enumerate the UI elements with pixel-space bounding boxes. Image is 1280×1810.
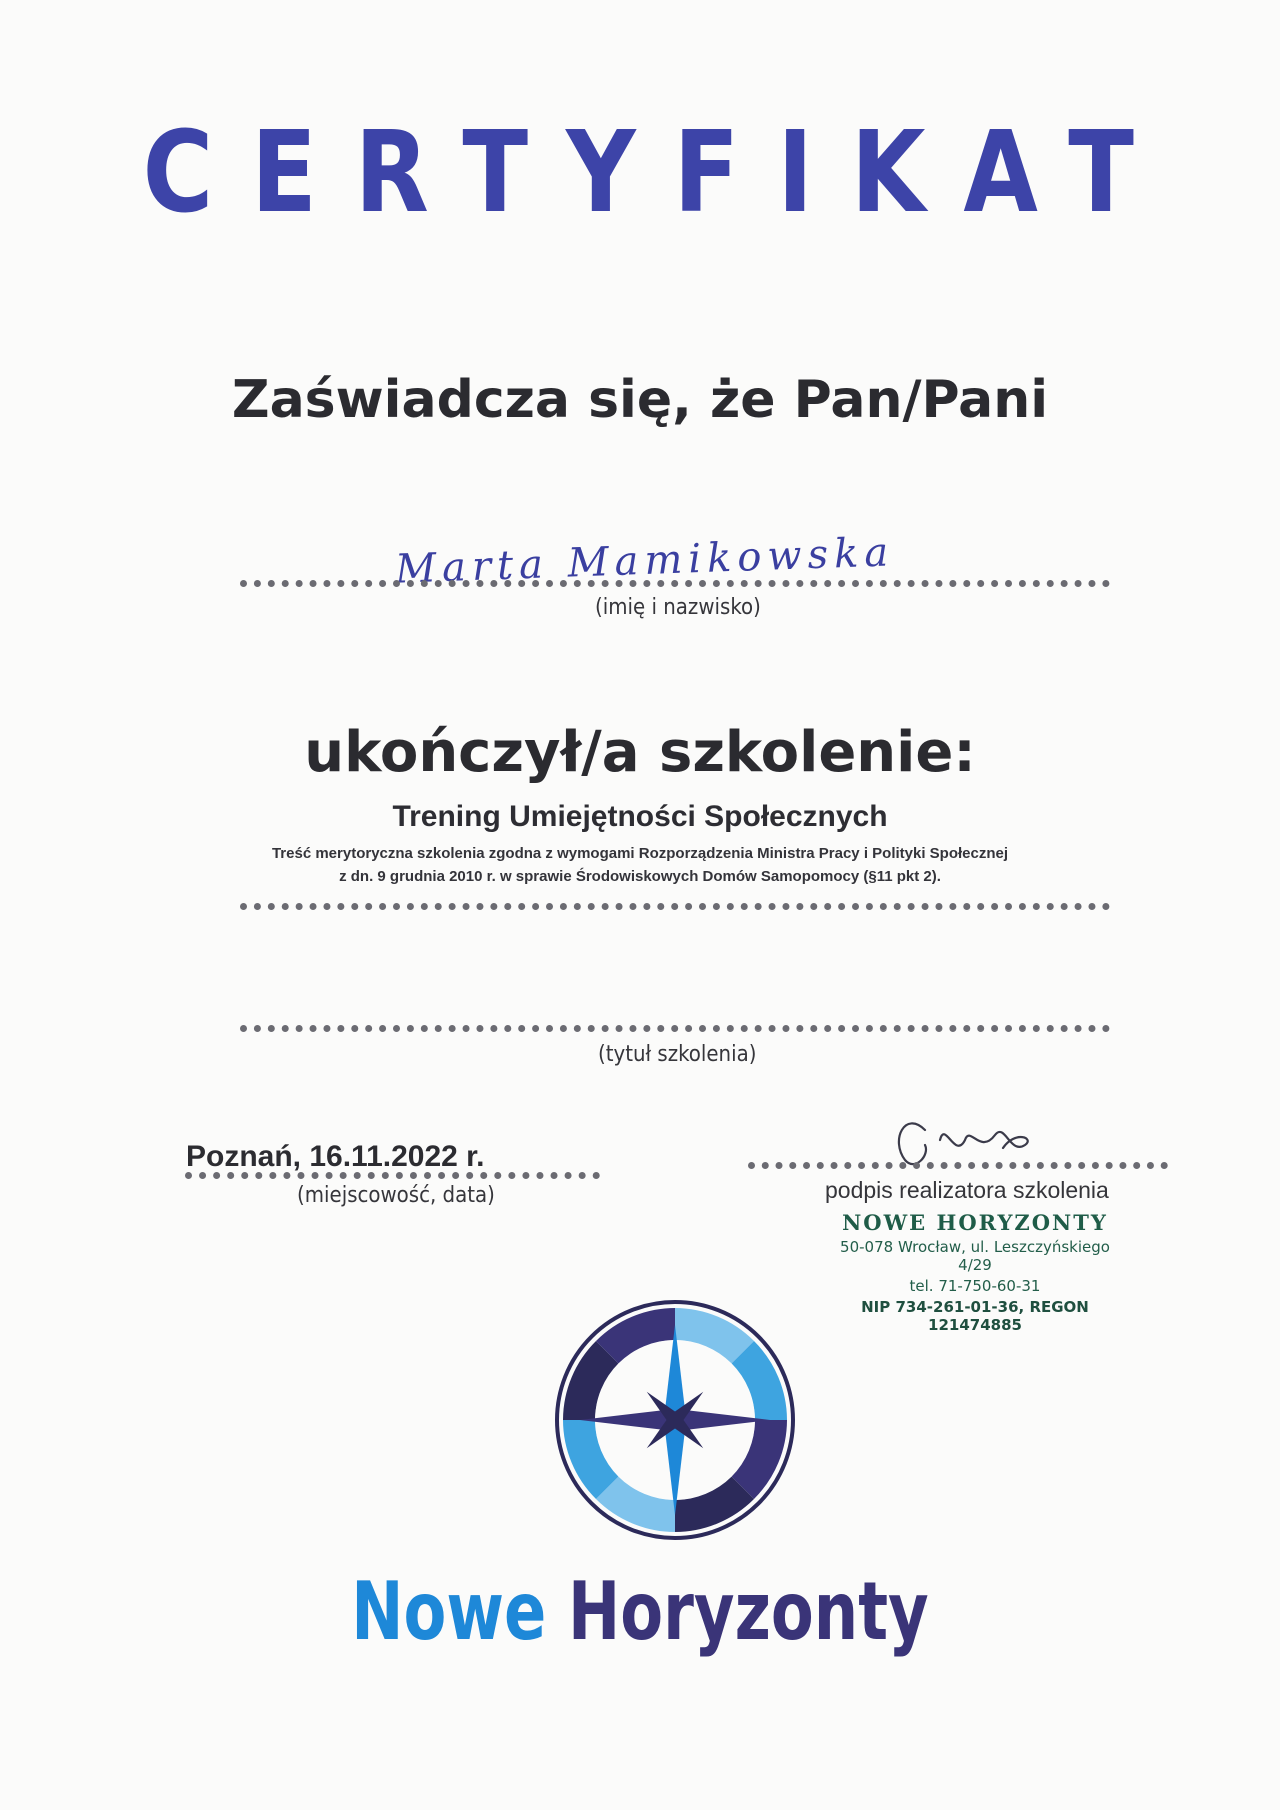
stamp-phone: tel. 71-750-60-31 [909, 1277, 1041, 1295]
course-dotted-line-1 [240, 903, 1110, 910]
name-caption: (imię i nazwisko) [595, 595, 761, 620]
organization-stamp [830, 1210, 1120, 1334]
place-dotted-line [185, 1172, 600, 1179]
stamp-address: 50-078 Wrocław, ul. Leszczyńskiego 4/29 [840, 1238, 1110, 1274]
course-caption: (tytuł szkolenia) [598, 1042, 757, 1067]
place-date: Poznań, 16.11.2022 r. [186, 1140, 485, 1173]
course-dotted-line-2 [240, 1025, 1110, 1032]
stamp-name: NOWE HORYZONTY [842, 1210, 1108, 1235]
signature-caption: podpis realizatora szkolenia [825, 1177, 1109, 1203]
completion-heading: ukończył/a szkolenie: [304, 720, 976, 785]
place-caption: (miejscowość, data) [297, 1183, 495, 1208]
compass-rose-icon [545, 1290, 805, 1550]
attestation-heading: Zaświadcza się, że Pan/Pani [231, 370, 1049, 430]
recipient-name-handwritten: Marta Mamikowska [394, 529, 895, 593]
logo-word-horyzonty: Horyzonty [568, 1565, 929, 1658]
name-dotted-line [240, 580, 1110, 587]
stamp-ids: NIP 734-261-01-36, REGON 121474885 [861, 1298, 1089, 1334]
organization-logo-text [141, 1565, 1139, 1658]
course-description-line1: Treść merytoryczna szkolenia zgodna z wymogami Rozporządzenia Ministra Pracy i Polityki Społecznej [271, 845, 1009, 862]
course-description-line2: z dn. 9 grudnia 2010 r. w sprawie Środowiskowych Domów Samopomocy (§11 pkt 2). [339, 868, 941, 885]
logo-word-nowe: Nowe [351, 1565, 547, 1658]
certificate-title: CERTYFIKAT [142, 108, 1172, 238]
course-title: Trening Umiejętności Społecznych [392, 800, 888, 833]
signature-dotted-line [748, 1162, 1168, 1169]
